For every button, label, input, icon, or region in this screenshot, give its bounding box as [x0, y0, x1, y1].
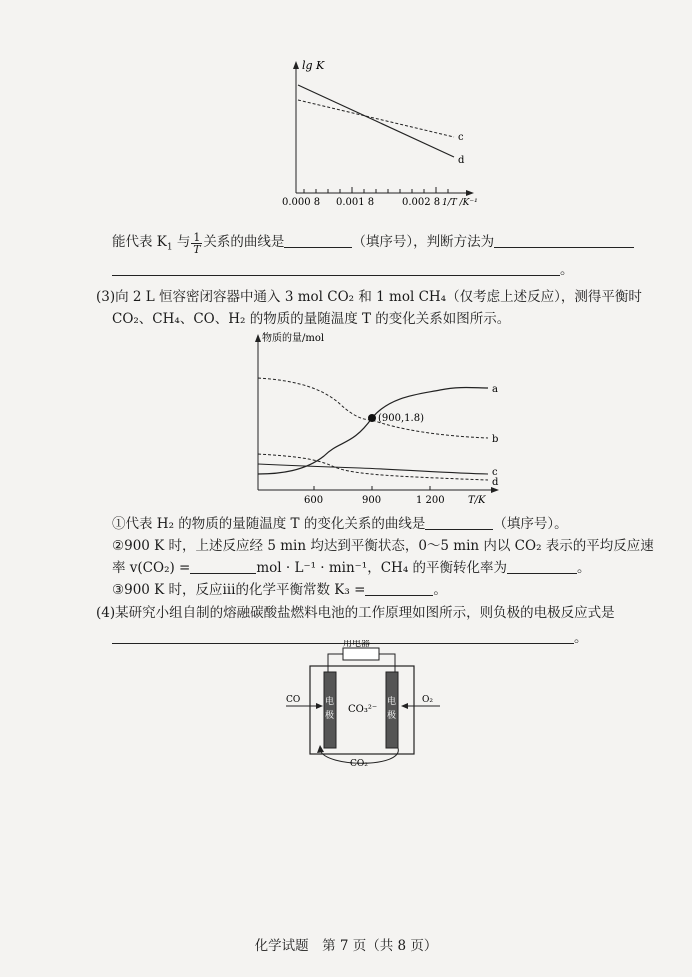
co2-label: CO₂ [350, 759, 368, 769]
answer-blank-rate[interactable] [190, 559, 256, 574]
svg-text:电: 电 [387, 697, 397, 707]
fraction-1-over-t: $\frac{1}{T}$ [193, 231, 201, 256]
intersection-point [368, 414, 376, 422]
point-label: (900,1.8) [378, 413, 424, 424]
answer-blank-conversion[interactable] [507, 559, 577, 574]
series-b-label: b [492, 434, 499, 445]
q3-sub2-line2: 率 v(CO₂) = mol · L⁻¹ · min⁻¹，CH₄ 的平衡转化率为 。 [112, 560, 591, 576]
svg-text:极: 极 [325, 711, 335, 721]
q2-line1: 能代表 $K_1$ 与 $\frac{1}{T}$ 关系的曲线是 （填序号），判断方法为 [112, 232, 634, 258]
xtick-600: 600 [304, 495, 324, 506]
q4-line1: (4)某研究小组自制的熔融碳酸盐燃料电池的工作原理如图所示，则负极的电极反应式是 [96, 605, 615, 621]
q3-intro-1: (3)向 2 L 恒容密闭容器中通入 3 mol CO₂ 和 1 mol CH₄（仅考虑上述反应），测得平衡时 [96, 289, 642, 305]
ylabel: 物质的量/mol [262, 333, 325, 344]
answer-blank-curve[interactable] [284, 233, 352, 248]
device-box [343, 648, 379, 660]
device-label: 用电器 [343, 640, 371, 649]
svg-text:电: 电 [325, 697, 335, 707]
answer-blank-method[interactable] [494, 233, 634, 248]
q2-line2: 。 [112, 260, 574, 280]
answer-blank-h2-curve[interactable] [425, 515, 493, 530]
q3-sub2-line1: ②900 K 时，上述反应经 5 min 均达到平衡状态，0～5 min 内以 CO₂ 表示的平均反应速 [112, 538, 654, 554]
fuel-cell-diagram [280, 640, 450, 772]
co-label: CO [286, 695, 301, 705]
ylabel: lg K [302, 59, 325, 72]
svg-text:极: 极 [387, 711, 397, 721]
series-a-label: a [492, 384, 498, 395]
series-d-label: d [492, 477, 499, 488]
q3-intro-2: CO₂、CH₄、CO、H₂ 的物质的量随温度 T 的变化关系如图所示。 [112, 311, 511, 327]
lgk-chart [270, 55, 480, 215]
series-b-curve [258, 378, 488, 438]
q4-line2: 。 [112, 628, 588, 648]
amount-chart [240, 328, 510, 508]
series-c-line [298, 100, 454, 137]
xtick-1200: 1 200 [416, 495, 445, 506]
series-a-curve [258, 388, 488, 475]
xtick-1: 0.000 8 [282, 197, 321, 208]
series-d-line [298, 85, 454, 157]
xtick-900: 900 [362, 495, 382, 506]
answer-blank-k3[interactable] [365, 581, 433, 596]
page-footer: 化学试题 第 7 页（共 8 页） [254, 938, 438, 954]
series-c-label: c [492, 467, 498, 478]
right-electrode [386, 672, 398, 748]
series-c-curve [258, 464, 488, 474]
xtick-2: 0.001 8 [336, 197, 375, 208]
xlabel: 1/T /K⁻¹ [442, 198, 478, 208]
xlabel: T/K [468, 495, 486, 506]
xtick-3: 0.002 8 [402, 197, 441, 208]
q3-sub3: ③900 K 时，反应ⅲ的化学平衡常数 K₃ = 。 [112, 582, 447, 598]
series-d-curve [258, 454, 488, 480]
q3-sub1: ①代表 H₂ 的物质的量随温度 T 的变化关系的曲线是 （填序号）。 [112, 516, 568, 532]
left-electrode [324, 672, 336, 748]
answer-blank-method-cont[interactable] [112, 261, 560, 276]
electrolyte-label: CO₃²⁻ [348, 704, 378, 715]
o2-label: O₂ [422, 695, 433, 705]
series-c-label: c [458, 132, 464, 143]
series-d-label: d [458, 155, 465, 166]
